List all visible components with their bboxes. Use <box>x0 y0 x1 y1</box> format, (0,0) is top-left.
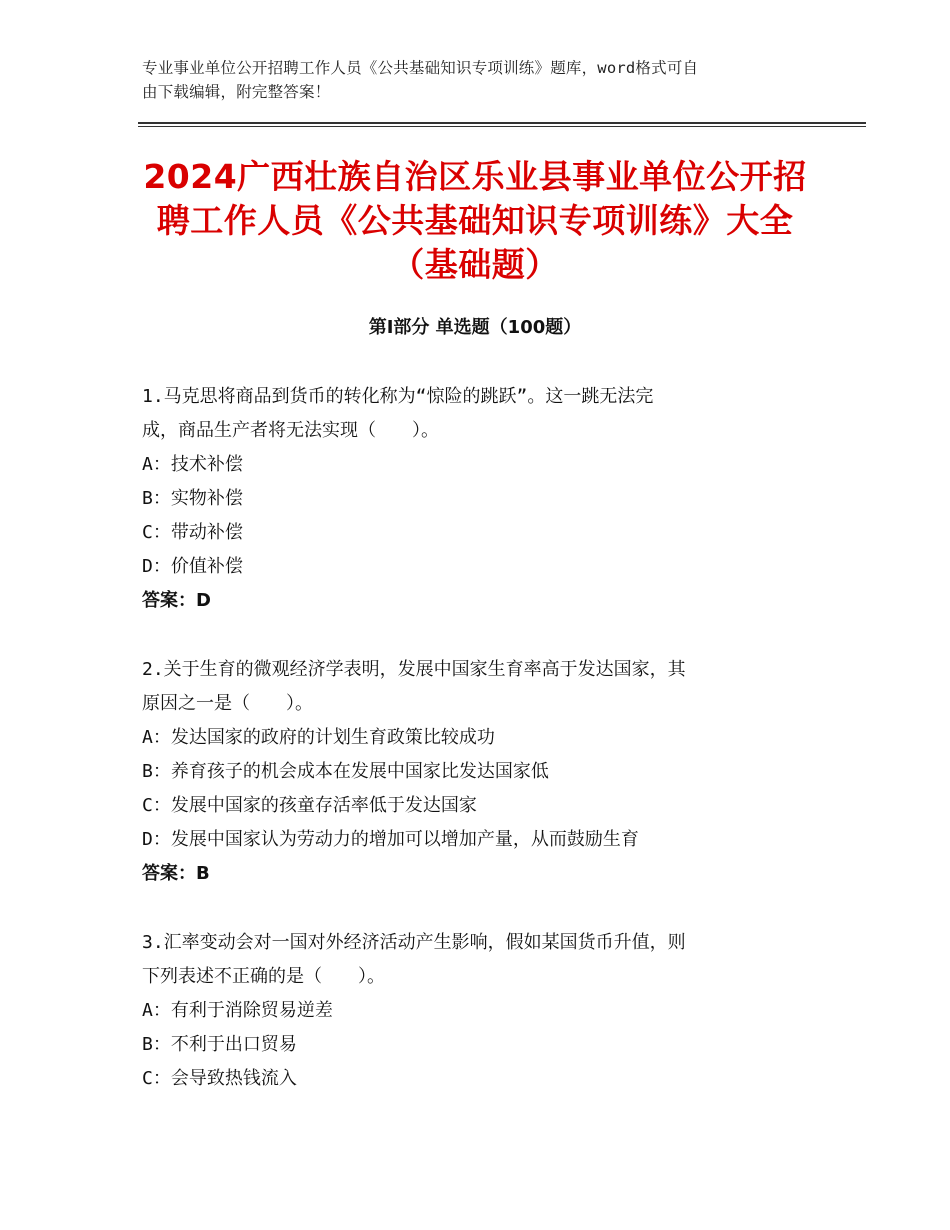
option-b: B：养育孩子的机会成本在发展中国家比发达国家低 <box>142 761 549 782</box>
header-note-line: 专业事业单位公开招聘工作人员《公共基础知识专项训练》题库，word格式可自 <box>142 59 699 77</box>
document-title-line: 聘工作人员《公共基础知识专项训练》大全 <box>156 201 794 240</box>
header-divider <box>138 122 866 124</box>
header-note <box>142 56 822 104</box>
question-2 <box>142 653 822 891</box>
option-b: B：实物补偿 <box>142 488 243 509</box>
option-d: D：发展中国家认为劳动力的增加可以增加产量，从而鼓励生育 <box>142 829 639 850</box>
document-title-line: （基础题） <box>391 245 559 284</box>
answer: 答案：B <box>142 863 210 884</box>
header-divider-thin <box>138 126 866 127</box>
question-3 <box>142 926 822 1096</box>
section-heading: 第Ⅰ部分 单选题（100题） <box>368 317 582 338</box>
question-stem: 下列表述不正确的是（ ）。 <box>142 966 385 987</box>
option-c: C：发展中国家的孩童存活率低于发达国家 <box>142 795 477 816</box>
question-1 <box>142 380 822 618</box>
document-title-line: 2024广西壮族自治区乐业县事业单位公开招 <box>143 157 807 196</box>
question-stem: 成，商品生产者将无法实现（ ）。 <box>142 420 439 441</box>
option-c: C：会导致热钱流入 <box>142 1068 297 1089</box>
document-title <box>120 155 830 287</box>
question-stem: 2.关于生育的微观经济学表明，发展中国家生育率高于发达国家，其 <box>142 659 686 680</box>
option-d: D：价值补偿 <box>142 556 243 577</box>
question-stem: 1.马克思将商品到货币的转化称为“惊险的跳跃”。这一跳无法完 <box>142 386 654 407</box>
header-note-line: 由下载编辑，附完整答案！ <box>142 83 331 101</box>
option-a: A：技术补偿 <box>142 454 243 475</box>
option-b: B：不利于出口贸易 <box>142 1034 297 1055</box>
answer: 答案：D <box>142 590 211 611</box>
question-stem: 原因之一是（ ）。 <box>142 693 313 714</box>
question-stem: 3.汇率变动会对一国对外经济活动产生影响，假如某国货币升值，则 <box>142 932 686 953</box>
option-c: C：带动补偿 <box>142 522 243 543</box>
option-a: A：有利于消除贸易逆差 <box>142 1000 333 1021</box>
option-a: A：发达国家的政府的计划生育政策比较成功 <box>142 727 495 748</box>
